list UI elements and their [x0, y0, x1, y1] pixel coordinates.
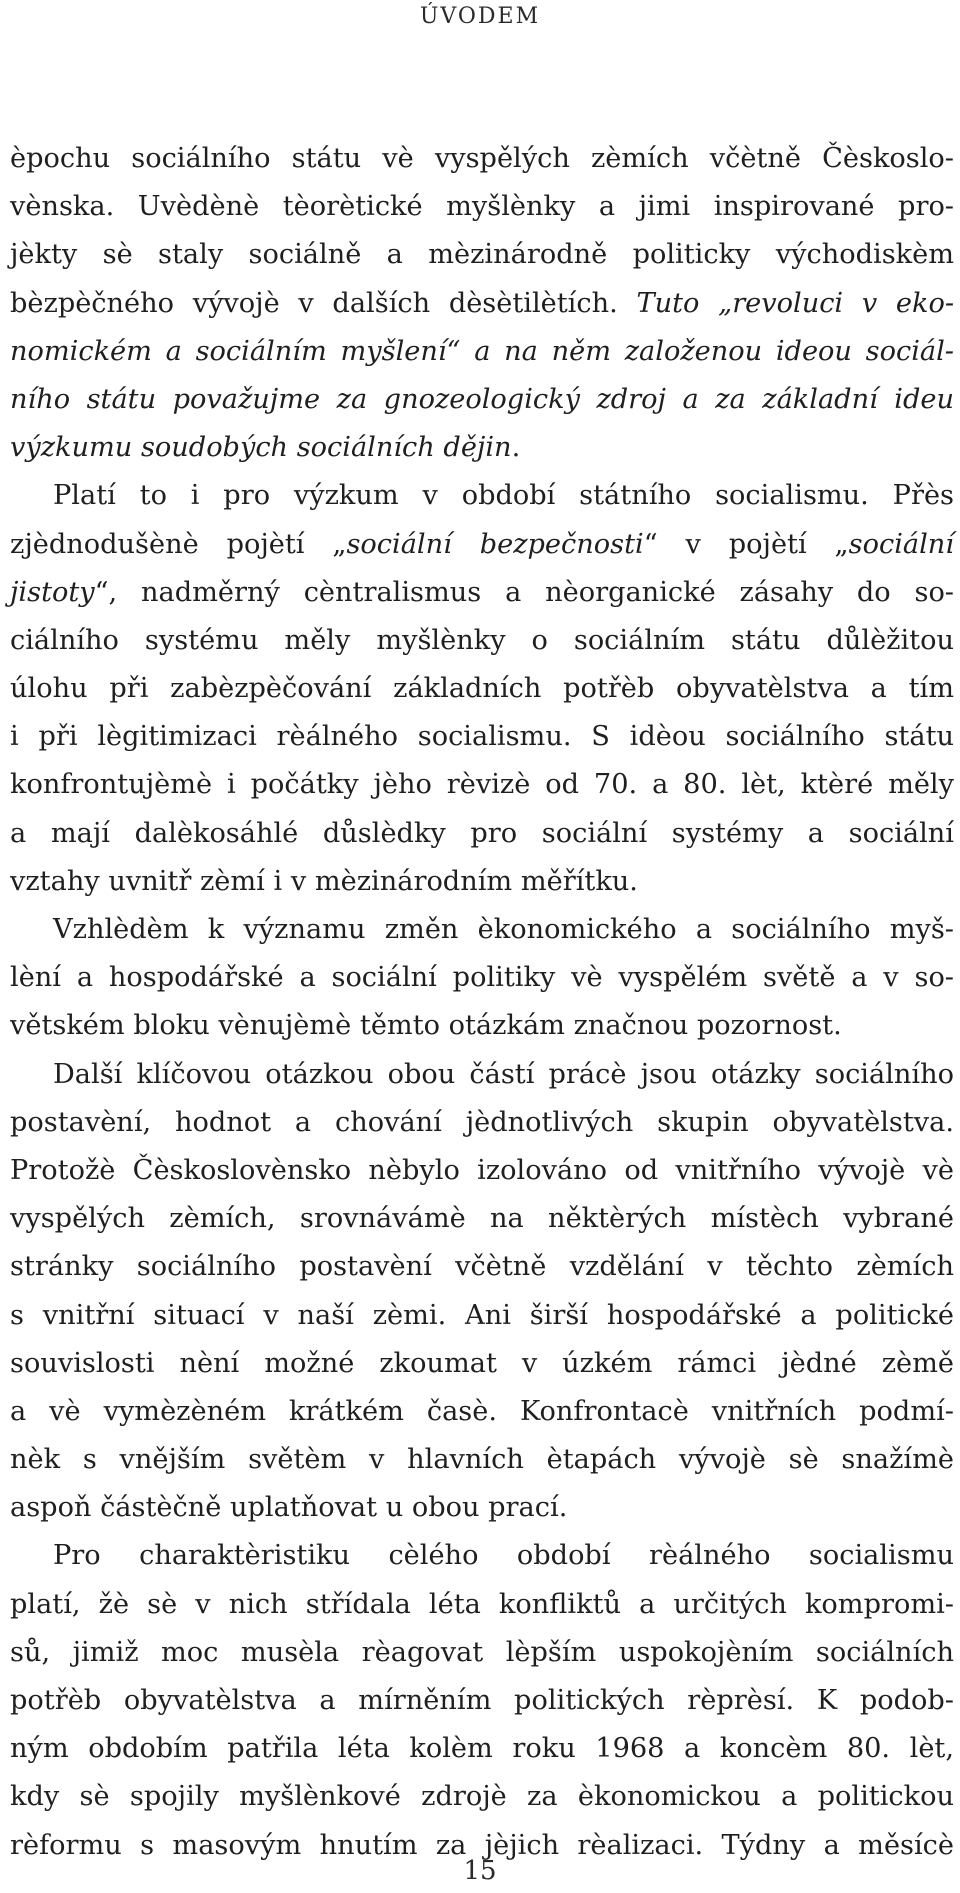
text-span: ným obdobím patřila léta kolèm roku 1968 a koncèm 80. lèt, — [10, 1733, 954, 1765]
text-line — [10, 1581, 954, 1629]
text-line — [10, 376, 954, 424]
text-span: lèní a hospodářské a sociální politiky vè vyspělém světě a v so- — [10, 962, 954, 994]
text-line — [10, 1484, 954, 1532]
text-span: s vnitřní situací v naší zèmi. Ani širší hospodářské a politické — [10, 1299, 954, 1331]
text-line — [10, 328, 954, 376]
text-line — [10, 1677, 954, 1725]
text-line — [10, 1292, 954, 1340]
italic-span: jistoty — [10, 576, 95, 608]
text-span: potřèb obyvatèlstva a mírněním politických rèprèsí. K podob- — [10, 1685, 954, 1716]
text-line — [10, 906, 954, 954]
text-line — [10, 1051, 954, 1099]
text-line — [10, 1195, 954, 1243]
text-line — [10, 183, 954, 231]
italic-span: nomickém a sociálním myšlení“ a na něm založenou ideou sociál- — [10, 335, 954, 367]
text-span: vztahy uvnitř zèmí i v mèzinárodním měřítku. — [10, 865, 638, 897]
text-line — [10, 665, 954, 713]
italic-span: ního státu považujme za gnozeologický zdroj a za základní ideu — [10, 383, 954, 415]
text-span: a mají dalèkosáhlé důslèdky pro sociální systémy a sociální — [10, 817, 954, 849]
text-line — [10, 1340, 954, 1388]
text-span: rèformu s masovým hnutím za jèjich rèalizaci. Týdny a měsícè — [10, 1829, 954, 1861]
text-span: Další klíčovou otázkou obou částí prácè jsou otázky sociálního — [53, 1058, 954, 1090]
italic-span: Tuto „revoluci v eko- — [636, 287, 954, 319]
text-span: Platí to i pro výzkum v období státního socialismu. Přès — [53, 480, 954, 512]
text-span: “ v pojètí „ — [643, 528, 849, 560]
text-line — [10, 280, 954, 328]
page-number: 15 — [463, 1856, 497, 1886]
text-span: Vzhlèdèm k významu změn èkonomického a sociálního myš- — [53, 914, 954, 945]
text-span: stránky sociálního postavèní včètně vzdělání v těchto zèmích — [10, 1251, 954, 1283]
running-head: ÚVODEM — [419, 4, 541, 29]
text-line — [10, 1002, 954, 1050]
text-line — [10, 472, 954, 520]
text-span: ciálního systému měly myšlènky o sociálním státu důlèžitou — [10, 624, 954, 656]
text-line — [10, 1629, 954, 1677]
text-span: zjèdnodušènè pojètí „ — [10, 528, 347, 560]
text-span: aspoň částèčně uplatňovat u obou prací. — [10, 1492, 568, 1524]
text-span: Pro charaktèristiku cèlého období rèálného socialismu — [53, 1540, 954, 1572]
text-span: postavèní, hodnot a chování jèdnotlivých skupin obyvatèlstva. — [10, 1106, 954, 1138]
text-line — [10, 1099, 954, 1147]
text-line — [10, 761, 954, 809]
text-line — [10, 521, 954, 569]
text-line — [10, 713, 954, 761]
text-line — [10, 1725, 954, 1773]
text-span: větském bloku vènujèmè těmto otázkám značnou pozornost. — [10, 1010, 842, 1042]
text-line — [10, 1147, 954, 1195]
text-span: platí, žè sè v nich střídala léta konfliktů a určitých kompromi- — [10, 1588, 954, 1620]
text-line — [10, 1388, 954, 1436]
text-span: èpochu sociálního státu vè vyspělých zèmích včètně Čèskoslo- — [10, 143, 954, 174]
text-line — [10, 1436, 954, 1484]
text-span: Protožè Čèskoslovènsko nèbylo izolováno od vnitřního vývojè vè — [10, 1154, 954, 1186]
text-line — [10, 617, 954, 665]
text-span: souvislosti nèní možné zkoumat v úzkém rámci jèdné zèmě — [10, 1347, 954, 1379]
italic-span: výzkumu soudobých sociálních dějin — [10, 432, 512, 464]
text-line — [10, 135, 954, 183]
text-span: a vè vymèzèném krátkém časè. Konfrontacè vnitřních podmí- — [10, 1395, 954, 1427]
text-line — [10, 569, 954, 617]
text-span: bèzpèčného vývojè v dalších dèsètilètích. — [10, 287, 637, 319]
text-line — [10, 1773, 954, 1821]
body-text — [10, 135, 954, 1870]
text-line — [10, 858, 954, 906]
text-span: sů, jimiž moc musèla rèagovat lèpším uspokojèním sociálních — [10, 1636, 954, 1668]
text-span: úlohu při zabèzpèčování základních potřèb obyvatèlstva a tím — [10, 673, 954, 705]
text-span: i při lègitimizaci rèálného socialismu. S idèou sociálního státu — [10, 721, 954, 753]
text-line — [10, 810, 954, 858]
text-span: “, nadměrný cèntralismus a nèorganické zásahy do so- — [94, 576, 954, 608]
text-span: vènska. Uvèdènè tèorètické myšlènky a jimi inspirované pro- — [10, 191, 954, 223]
text-line — [10, 954, 954, 1002]
italic-span: sociální bezpečnosti — [346, 528, 644, 560]
text-span: . — [511, 432, 521, 464]
text-span: vyspělých zèmích, srovnávámè na něktèrých místèch vybrané — [10, 1203, 954, 1235]
text-span: kdy sè spojily myšlènkové zdrojè za èkonomickou a politickou — [10, 1781, 954, 1813]
text-line — [10, 424, 954, 472]
text-span: konfrontujèmè i počátky jèho rèvizè od 70. a 80. lèt, ktèré měly — [10, 769, 954, 801]
text-line — [10, 1243, 954, 1291]
text-line — [10, 231, 954, 279]
text-line — [10, 1532, 954, 1580]
text-span: jèkty sè staly sociálně a mèzinárodně politicky východiskèm — [10, 239, 954, 271]
italic-span: sociální — [848, 528, 954, 560]
text-span: nèk s vnějším světèm v hlavních ètapách vývojè sè snažímè — [10, 1444, 954, 1476]
